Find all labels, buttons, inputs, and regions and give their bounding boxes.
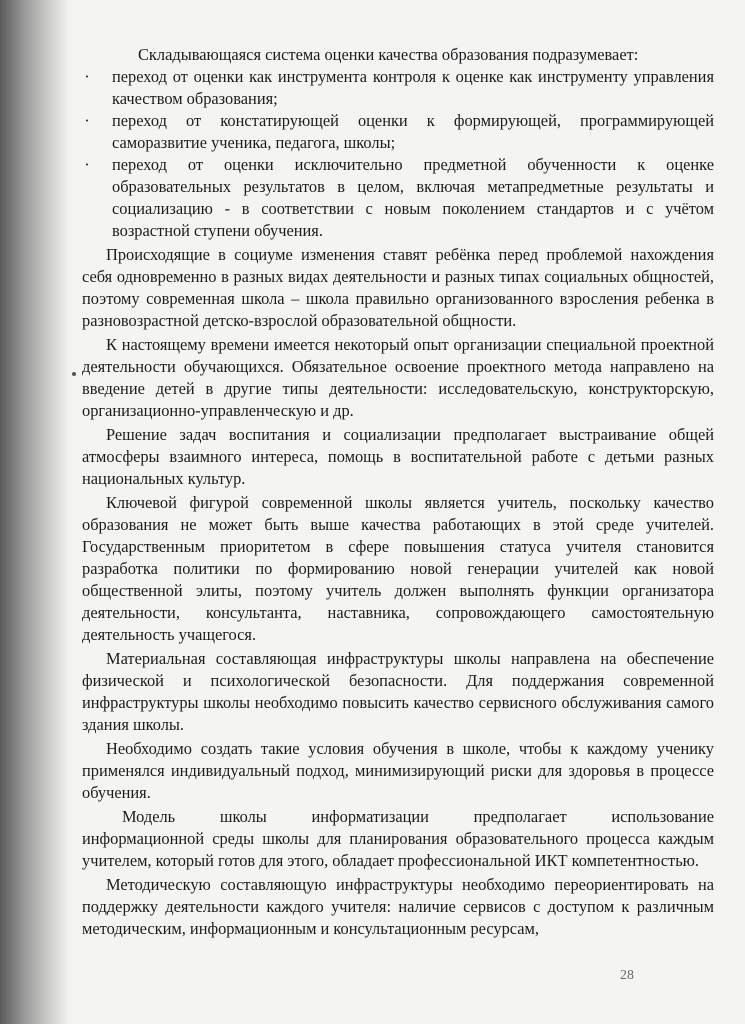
paragraph-teacher: Ключевой фигурой современной школы является учитель, поскольку качество образования не может быть выше качества работающих в этой среде учителей. Государственным приоритетом в сфере повышения статуса учителя становится разработка политики по формированию новой генерации учителей как новой общественной элиты, поэтому учитель должен выполнять функции организатора деятельности, консультанта, наставника, сопровождающего самостоятельную деятельность учащегося. xyxy=(82,493,714,644)
paragraph-informatization xyxy=(82,806,714,872)
bullet-dot-icon: · xyxy=(84,155,90,174)
bullet-text: переход от констатирующей оценки к формирующей, программирующей саморазвитие ученика, педагога, школы; xyxy=(112,111,714,152)
paragraph-infrastructure: Материальная составляющая инфраструктуры школы направлена на обеспечение физической и психологической безопасности. Для поддержания современной инфраструктуры школы необходимо повысить качество сервисного обслуживания самого здания школы. xyxy=(82,649,714,734)
bullet-text: переход от оценки исключительно предметной обученности к оценке образовательных результатов в целом, включая метапредметные результаты и социализацию - в соответствии с новым поколением стандартов и с учётом возрастной ступени обучения. xyxy=(112,155,714,240)
page-number: 28 xyxy=(620,968,634,983)
model-lead: Модель школы информатизации предполагает использование xyxy=(122,807,714,826)
bullet-item xyxy=(84,154,714,242)
scan-speck xyxy=(72,372,76,376)
bullet-dot-icon: · xyxy=(84,67,90,86)
model-rest: информационной среды школы для планирования образовательного процесса каждым учителем, который готов для этого, обладает профессиональной ИКТ компетентностью. xyxy=(82,829,714,870)
bullet-dot-icon: · xyxy=(84,111,90,130)
paragraph-project-activity: К настоящему времени имеется некоторый опыт организации специальной проектной деятельности обучающихся. Обязательное освоение проектного метода направлено на введение детей в другие типы деятельности: исследовательскую, конструкторскую, организационно-управленческую и др. xyxy=(82,335,714,420)
document-page xyxy=(82,44,714,942)
scan-edge-shadow xyxy=(0,0,70,1024)
bullet-item xyxy=(84,66,714,110)
intro-line: Складывающаяся система оценки качества образования подразумевает: xyxy=(138,45,639,64)
bullet-text: переход от оценки как инструмента контроля к оценке как инструменту управления качеством образования; xyxy=(112,67,714,108)
bullet-list xyxy=(82,66,714,242)
paragraph-socium: Происходящие в социуме изменения ставят ребёнка перед проблемой нахождения себя одновременно в разных видах деятельности и разных типах социальных общностей, поэтому современная школа – школа правильно организованного взросления ребенка в разновозрастной детско-взрослой образовательной общности. xyxy=(82,245,714,330)
paragraph-methodical: Методическую составляющую инфраструктуры необходимо переориентировать на поддержку деятельности каждого учителя: наличие сервисов с доступом к различным методическим, информационным и консультационным ресурсам, xyxy=(82,875,714,938)
paragraph-conditions: Необходимо создать такие условия обучения в школе, чтобы к каждому ученику применялся индивидуальный подход, минимизирующий риски для здоровья в процессе обучения. xyxy=(82,739,714,802)
paragraph-upbringing: Решение задач воспитания и социализации предполагает выстраивание общей атмосферы взаимного интереса, помощь в воспитательной работе с детьми разных национальных культур. xyxy=(82,425,714,488)
bullet-item xyxy=(84,110,714,154)
